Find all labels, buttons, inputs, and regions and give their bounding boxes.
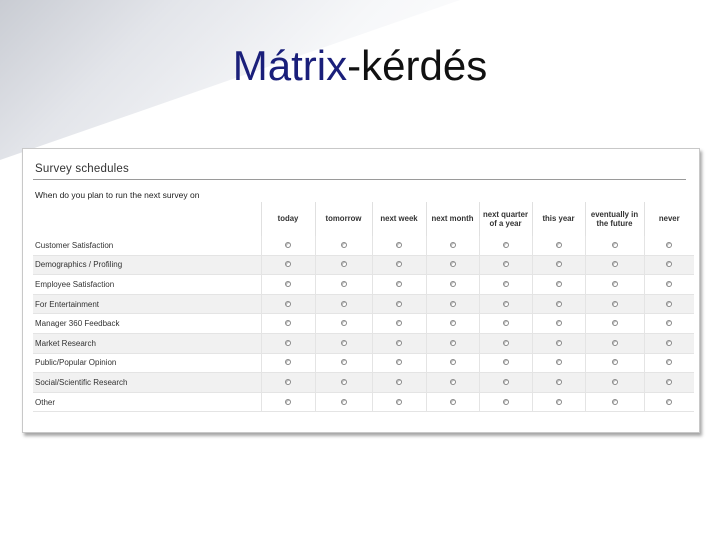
row-label: Customer Satisfaction bbox=[33, 236, 261, 255]
matrix-cell bbox=[644, 392, 694, 412]
column-header: next quarter of a year bbox=[479, 202, 532, 236]
matrix-cell bbox=[426, 392, 479, 412]
radio-button[interactable] bbox=[341, 379, 347, 385]
radio-button[interactable] bbox=[666, 320, 672, 326]
row-label: Manager 360 Feedback bbox=[33, 314, 261, 334]
matrix-corner-cell bbox=[33, 202, 261, 236]
matrix-cell bbox=[644, 373, 694, 393]
column-header: today bbox=[261, 202, 315, 236]
radio-button[interactable] bbox=[612, 320, 618, 326]
matrix-header-row bbox=[33, 202, 694, 236]
matrix-cell bbox=[261, 353, 315, 373]
column-header: tomorrow bbox=[315, 202, 372, 236]
radio-button[interactable] bbox=[285, 399, 291, 405]
survey-question: When do you plan to run the next survey on bbox=[35, 190, 200, 200]
radio-button[interactable] bbox=[556, 301, 562, 307]
radio-button[interactable] bbox=[396, 340, 402, 346]
table-row bbox=[33, 353, 694, 373]
radio-button[interactable] bbox=[556, 340, 562, 346]
matrix-cell bbox=[532, 255, 585, 275]
radio-button[interactable] bbox=[285, 379, 291, 385]
matrix-body bbox=[33, 236, 694, 412]
radio-button[interactable] bbox=[450, 359, 456, 365]
radio-button[interactable] bbox=[341, 301, 347, 307]
row-label: Demographics / Profiling bbox=[33, 255, 261, 275]
radio-button[interactable] bbox=[285, 320, 291, 326]
matrix-cell bbox=[315, 236, 372, 255]
radio-button[interactable] bbox=[285, 359, 291, 365]
title-divider bbox=[33, 179, 686, 180]
survey-title: Survey schedules bbox=[35, 163, 129, 175]
matrix-cell bbox=[532, 392, 585, 412]
matrix-cell bbox=[585, 314, 644, 334]
radio-button[interactable] bbox=[666, 301, 672, 307]
matrix-cell bbox=[532, 236, 585, 255]
column-header: never bbox=[644, 202, 694, 236]
matrix-cell bbox=[426, 255, 479, 275]
radio-button[interactable] bbox=[666, 281, 672, 287]
matrix-cell bbox=[426, 314, 479, 334]
radio-button[interactable] bbox=[503, 359, 509, 365]
matrix-cell bbox=[644, 294, 694, 314]
matrix-cell bbox=[261, 294, 315, 314]
row-label: For Entertainment bbox=[33, 294, 261, 314]
radio-button[interactable] bbox=[666, 261, 672, 267]
radio-button[interactable] bbox=[396, 242, 402, 248]
matrix-cell bbox=[372, 294, 426, 314]
radio-button[interactable] bbox=[612, 301, 618, 307]
radio-button[interactable] bbox=[503, 281, 509, 287]
radio-button[interactable] bbox=[612, 340, 618, 346]
matrix-cell bbox=[315, 294, 372, 314]
matrix-cell bbox=[315, 333, 372, 353]
matrix-cell bbox=[585, 333, 644, 353]
radio-button[interactable] bbox=[612, 261, 618, 267]
matrix-cell bbox=[585, 392, 644, 412]
matrix-cell bbox=[585, 255, 644, 275]
matrix-cell bbox=[479, 255, 532, 275]
matrix-cell bbox=[315, 275, 372, 295]
matrix-cell bbox=[585, 294, 644, 314]
radio-button[interactable] bbox=[556, 242, 562, 248]
matrix-cell bbox=[644, 236, 694, 255]
radio-button[interactable] bbox=[503, 340, 509, 346]
radio-button[interactable] bbox=[556, 261, 562, 267]
radio-button[interactable] bbox=[396, 320, 402, 326]
table-row bbox=[33, 392, 694, 412]
matrix-cell bbox=[479, 333, 532, 353]
matrix-cell bbox=[426, 294, 479, 314]
matrix-cell bbox=[426, 236, 479, 255]
radio-button[interactable] bbox=[503, 242, 509, 248]
matrix-cell bbox=[426, 275, 479, 295]
radio-button[interactable] bbox=[612, 399, 618, 405]
radio-button[interactable] bbox=[450, 340, 456, 346]
row-label: Market Research bbox=[33, 333, 261, 353]
matrix-cell bbox=[479, 314, 532, 334]
radio-button[interactable] bbox=[285, 261, 291, 267]
survey-panel bbox=[22, 148, 700, 433]
radio-button[interactable] bbox=[341, 320, 347, 326]
radio-button[interactable] bbox=[396, 261, 402, 267]
radio-button[interactable] bbox=[396, 301, 402, 307]
radio-button[interactable] bbox=[556, 320, 562, 326]
table-row bbox=[33, 236, 694, 255]
table-row bbox=[33, 294, 694, 314]
column-header: eventually in the future bbox=[585, 202, 644, 236]
matrix-cell bbox=[479, 236, 532, 255]
radio-button[interactable] bbox=[666, 379, 672, 385]
radio-button[interactable] bbox=[666, 359, 672, 365]
matrix-cell bbox=[644, 314, 694, 334]
matrix-cell bbox=[261, 236, 315, 255]
matrix-cell bbox=[532, 294, 585, 314]
radio-button[interactable] bbox=[450, 281, 456, 287]
radio-button[interactable] bbox=[503, 261, 509, 267]
radio-button[interactable] bbox=[556, 379, 562, 385]
radio-button[interactable] bbox=[341, 359, 347, 365]
radio-button[interactable] bbox=[612, 242, 618, 248]
matrix-cell bbox=[585, 373, 644, 393]
radio-button[interactable] bbox=[396, 379, 402, 385]
radio-button[interactable] bbox=[666, 399, 672, 405]
radio-button[interactable] bbox=[285, 340, 291, 346]
matrix-cell bbox=[372, 255, 426, 275]
matrix-cell bbox=[372, 275, 426, 295]
table-row bbox=[33, 314, 694, 334]
matrix-cell bbox=[315, 392, 372, 412]
row-label: Public/Popular Opinion bbox=[33, 353, 261, 373]
matrix-cell bbox=[426, 333, 479, 353]
radio-button[interactable] bbox=[285, 242, 291, 248]
column-header: next month bbox=[426, 202, 479, 236]
radio-button[interactable] bbox=[396, 281, 402, 287]
slide-title-accent: Mátrix bbox=[232, 42, 348, 89]
radio-button[interactable] bbox=[341, 340, 347, 346]
matrix-cell bbox=[479, 373, 532, 393]
row-label: Employee Satisfaction bbox=[33, 275, 261, 295]
radio-button[interactable] bbox=[450, 261, 456, 267]
radio-button[interactable] bbox=[612, 281, 618, 287]
table-row bbox=[33, 275, 694, 295]
row-label: Other bbox=[33, 392, 261, 412]
matrix-cell bbox=[372, 333, 426, 353]
matrix-cell bbox=[479, 353, 532, 373]
matrix-cell bbox=[479, 294, 532, 314]
matrix-cell bbox=[426, 373, 479, 393]
radio-button[interactable] bbox=[450, 379, 456, 385]
radio-button[interactable] bbox=[612, 359, 618, 365]
radio-button[interactable] bbox=[666, 340, 672, 346]
matrix-cell bbox=[532, 353, 585, 373]
matrix-cell bbox=[644, 353, 694, 373]
matrix-cell bbox=[372, 392, 426, 412]
radio-button[interactable] bbox=[285, 301, 291, 307]
matrix-cell bbox=[479, 392, 532, 412]
radio-button[interactable] bbox=[556, 281, 562, 287]
table-row bbox=[33, 333, 694, 353]
matrix-cell bbox=[372, 353, 426, 373]
radio-button[interactable] bbox=[503, 301, 509, 307]
radio-button[interactable] bbox=[503, 320, 509, 326]
matrix-cell bbox=[315, 353, 372, 373]
matrix-cell bbox=[372, 314, 426, 334]
matrix-cell bbox=[261, 255, 315, 275]
radio-button[interactable] bbox=[341, 261, 347, 267]
slide-title-rest: -kérdés bbox=[347, 42, 488, 89]
radio-button[interactable] bbox=[341, 281, 347, 287]
radio-button[interactable] bbox=[556, 359, 562, 365]
radio-button[interactable] bbox=[341, 242, 347, 248]
row-label: Social/Scientific Research bbox=[33, 373, 261, 393]
matrix-cell bbox=[261, 275, 315, 295]
matrix-cell bbox=[372, 373, 426, 393]
radio-button[interactable] bbox=[396, 359, 402, 365]
matrix-cell bbox=[532, 373, 585, 393]
radio-button[interactable] bbox=[612, 379, 618, 385]
matrix-cell bbox=[315, 373, 372, 393]
matrix-table bbox=[33, 202, 694, 412]
matrix-cell bbox=[644, 255, 694, 275]
matrix-cell bbox=[372, 236, 426, 255]
radio-button[interactable] bbox=[341, 399, 347, 405]
matrix-cell bbox=[261, 314, 315, 334]
matrix-cell bbox=[261, 373, 315, 393]
table-row bbox=[33, 255, 694, 275]
radio-button[interactable] bbox=[396, 399, 402, 405]
matrix-cell bbox=[261, 333, 315, 353]
matrix-cell bbox=[479, 275, 532, 295]
radio-button[interactable] bbox=[285, 281, 291, 287]
matrix-cell bbox=[261, 392, 315, 412]
matrix-cell bbox=[315, 314, 372, 334]
slide-title bbox=[0, 38, 720, 94]
radio-button[interactable] bbox=[666, 242, 672, 248]
matrix-cell bbox=[532, 333, 585, 353]
radio-button[interactable] bbox=[503, 399, 509, 405]
column-header: this year bbox=[532, 202, 585, 236]
matrix-cell bbox=[532, 275, 585, 295]
matrix-cell bbox=[585, 353, 644, 373]
matrix-cell bbox=[532, 314, 585, 334]
radio-button[interactable] bbox=[450, 399, 456, 405]
matrix-cell bbox=[585, 236, 644, 255]
column-header: next week bbox=[372, 202, 426, 236]
radio-button[interactable] bbox=[556, 399, 562, 405]
radio-button[interactable] bbox=[450, 301, 456, 307]
matrix-cell bbox=[644, 333, 694, 353]
radio-button[interactable] bbox=[450, 320, 456, 326]
matrix-cell bbox=[585, 275, 644, 295]
radio-button[interactable] bbox=[503, 379, 509, 385]
radio-button[interactable] bbox=[450, 242, 456, 248]
matrix-cell bbox=[426, 353, 479, 373]
table-row bbox=[33, 373, 694, 393]
matrix-cell bbox=[315, 255, 372, 275]
matrix-cell bbox=[644, 275, 694, 295]
